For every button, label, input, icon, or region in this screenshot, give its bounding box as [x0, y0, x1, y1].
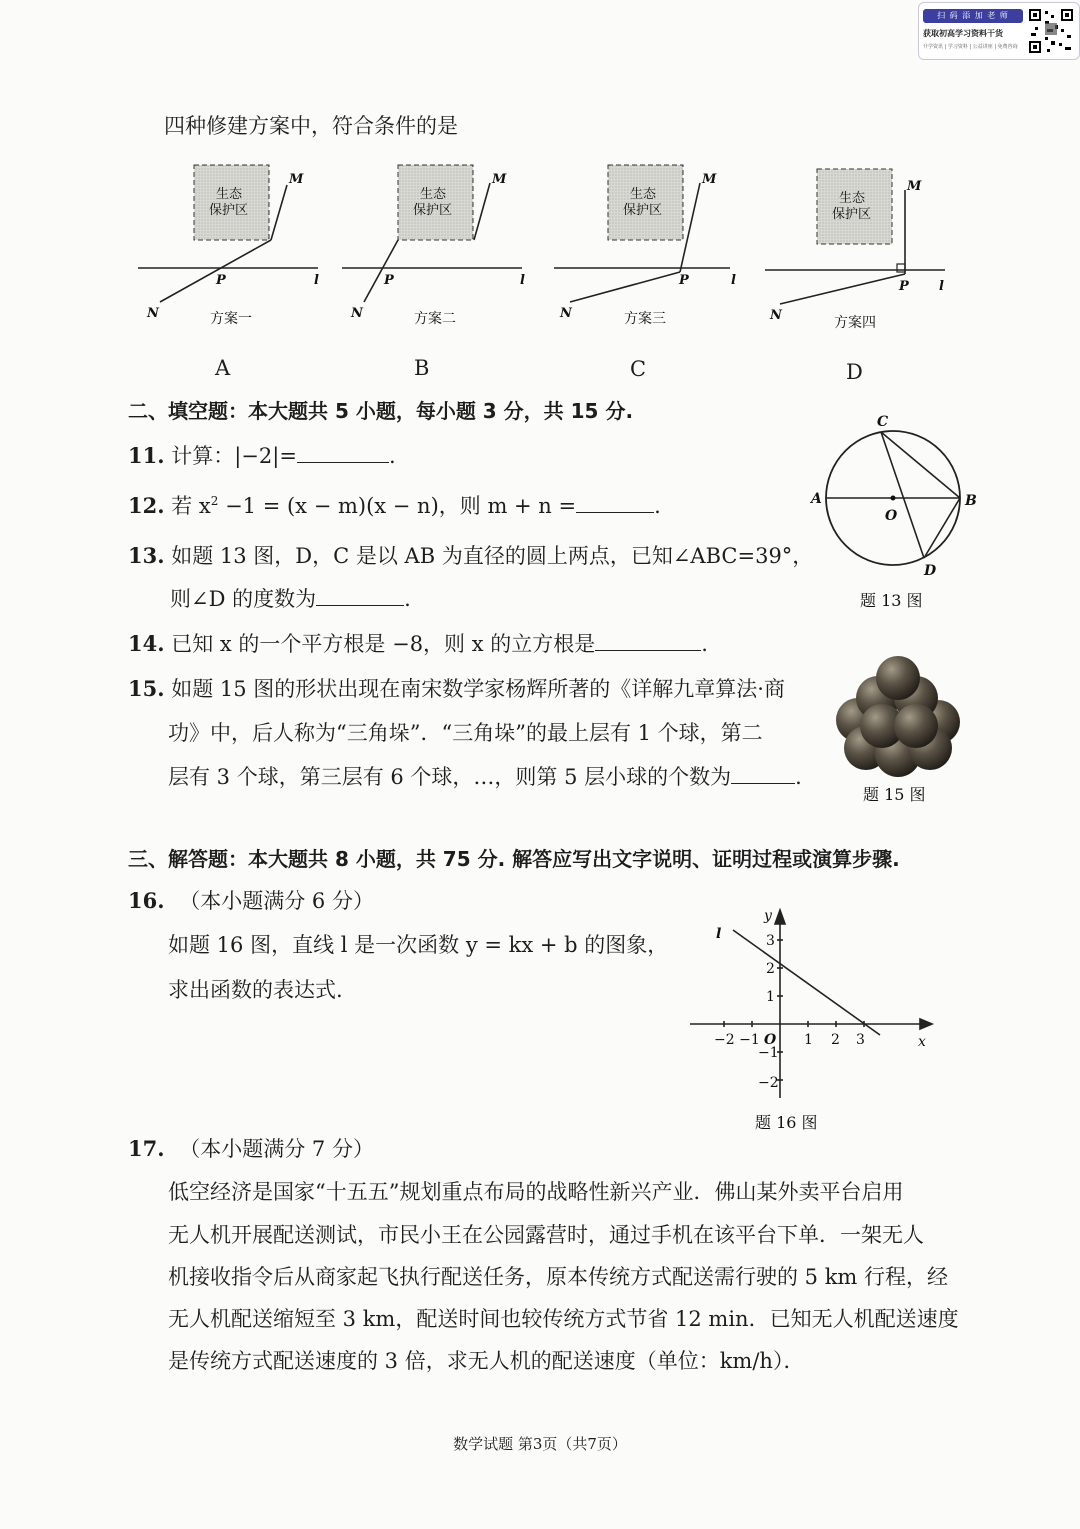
plan-2-l: l [520, 273, 525, 288]
period: . [795, 765, 802, 789]
figure-16 [680, 900, 960, 1140]
ytick-neg-2: −2 [758, 1075, 779, 1091]
question-16-line-2: 求出函数的表达式. [168, 978, 343, 1002]
ytick-1: 1 [766, 989, 775, 1005]
question-11 [128, 440, 396, 470]
plan-1-P: P [216, 273, 226, 288]
figure-13 [805, 410, 985, 615]
question-15-number: 15. [128, 676, 165, 701]
question-13-text: 如题 13 图，D，C 是以 AB 为直径的圆上两点，已知∠ABC=39°， [171, 544, 814, 568]
axis-y-label: y [764, 908, 772, 924]
plan-2-N: N [351, 306, 363, 321]
answer-blank[interactable] [731, 765, 795, 784]
plan-4-area-label-1: 生态 [839, 191, 866, 206]
figure-16-caption: 题 16 图 [755, 1113, 818, 1132]
question-12 [128, 490, 661, 520]
xtick-1: 1 [804, 1032, 813, 1048]
badge-title: 扫 码 添 加 老 师 [923, 9, 1023, 23]
figure-15-caption: 题 15 图 [863, 785, 926, 804]
question-15-line-1 [128, 673, 785, 703]
plan-1-N: N [147, 306, 159, 321]
question-17-line-4: 无人机配送缩短至 3 km，配送时间也较传统方式节省 12 min．已知无人机配送速度 [168, 1307, 959, 1331]
qr-code-icon[interactable] [1027, 7, 1075, 55]
question-14 [128, 628, 708, 658]
plan-4-N: N [770, 308, 782, 323]
period: . [654, 494, 661, 518]
question-16-score: （本小题满分 6 分） [179, 889, 374, 913]
origin-label: O [764, 1032, 777, 1048]
xticks-negative: −2 −1 [714, 1032, 760, 1048]
section-3-heading: 三、解答题：本大题共 8 小题，共 75 分. 解答应写出文字说明、证明过程或演算步骤. [128, 847, 900, 871]
badge-tags: 升学资讯 | 学习资料 | 公益讲座 | 免费咨询 [923, 44, 1018, 50]
plan-2-caption: 方案二 [414, 311, 456, 327]
line-l-label: l [716, 926, 722, 942]
plan-4-P: P [899, 279, 909, 294]
axis-x-label: x [918, 1034, 926, 1050]
plan-3-l: l [731, 273, 736, 288]
option-b: B [414, 356, 430, 380]
plan-2-M: M [492, 172, 507, 187]
period: . [404, 587, 411, 611]
question-15-line-2: 功》中，后人称为“三角垛”．“三角垛”的最上层有 1 个球，第二 [168, 721, 763, 745]
xtick-3: 3 [856, 1032, 865, 1048]
question-16-line-1: 如题 16 图，直线 l 是一次函数 y = kx + b 的图象， [168, 933, 669, 957]
question-17-number: 17. [128, 1136, 165, 1161]
plan-4-area-label-2: 保护区 [832, 207, 872, 222]
question-12-text: 若 x [171, 494, 211, 518]
figure-13-caption: 题 13 图 [860, 591, 923, 610]
question-11-number: 11. [128, 443, 165, 468]
option-a: A [215, 356, 231, 380]
answer-blank[interactable] [595, 632, 701, 651]
ball-pile-icon [836, 656, 960, 777]
question-17-score: （本小题满分 7 分） [179, 1137, 374, 1161]
question-16-header [128, 885, 374, 915]
intro-text: 四种修建方案中，符合条件的是 [164, 114, 458, 138]
answer-blank[interactable] [297, 444, 389, 463]
ytick-neg-1: −1 [758, 1045, 779, 1061]
question-12-number: 12. [128, 493, 165, 518]
plan-1-M: M [289, 172, 304, 187]
plan-3-N: N [560, 306, 572, 321]
question-14-number: 14. [128, 631, 165, 656]
ytick-2: 2 [766, 961, 775, 977]
plan-3-figure [554, 165, 736, 327]
plan-4-figure [765, 169, 945, 331]
point-C: C [877, 414, 889, 430]
plan-1-l: l [314, 273, 319, 288]
question-15-line-3 [168, 761, 802, 791]
figure-15 [828, 650, 968, 810]
point-A: A [811, 491, 822, 507]
promo-badge[interactable] [918, 2, 1080, 60]
question-15-text-3: 层有 3 个球，第三层有 6 个球，…，则第 5 层小球的个数为 [168, 765, 732, 789]
xtick-2: 2 [831, 1032, 840, 1048]
plan-1-area-label-2: 保护区 [209, 203, 249, 218]
question-15-text: 如题 15 图的形状出现在南宋数学家杨辉所著的《详解九章算法·商 [171, 677, 785, 701]
question-13-line-2 [170, 583, 411, 613]
page-footer: 数学试题 第3页（共7页） [453, 1435, 627, 1453]
question-13-number: 13. [128, 543, 165, 568]
badge-subtitle: 获取初高学习资料干货 [923, 29, 1003, 38]
question-12-text-2: −1 = (x − m)(x − n)，则 m + n = [218, 494, 577, 518]
plan-4-l: l [939, 279, 944, 294]
question-17-header [128, 1133, 374, 1163]
plan-4-M: M [907, 179, 922, 194]
plan-1-caption: 方案一 [210, 311, 252, 327]
plan-4-caption: 方案四 [834, 315, 876, 331]
question-13-text-2: 则∠D 的度数为 [170, 587, 317, 611]
period: . [701, 632, 708, 656]
plan-3-area-label-1: 生态 [630, 187, 657, 202]
plan-2-area-label-2: 保护区 [413, 203, 453, 218]
exponent: 2 [210, 494, 219, 508]
answer-blank[interactable] [576, 494, 654, 513]
point-B: B [965, 493, 977, 509]
plan-3-M: M [702, 172, 717, 187]
question-11-text: 计算：|−2|= [171, 444, 297, 468]
ytick-3: 3 [766, 933, 775, 949]
section-2-heading: 二、填空题：本大题共 5 小题，每小题 3 分，共 15 分. [128, 399, 634, 423]
plan-3-P: P [679, 273, 689, 288]
question-17-line-2: 无人机开展配送测试，市民小王在公园露营时，通过手机在该平台下单．一架无人 [168, 1223, 924, 1247]
plan-2-figure [342, 165, 525, 327]
point-D: D [924, 563, 937, 579]
question-17-line-5: 是传统方式配送速度的 3 倍，求无人机的配送速度（单位：km/h）． [168, 1349, 805, 1373]
option-d: D [846, 360, 863, 384]
plan-2-P: P [384, 273, 394, 288]
question-17-line-3: 机接收指令后从商家起飞执行配送任务，原本传统方式配送需行驶的 5 km 行程，经 [168, 1265, 949, 1289]
question-16-number: 16. [128, 888, 165, 913]
plan-figures [0, 150, 1080, 390]
plan-3-caption: 方案三 [624, 311, 666, 327]
plan-1-figure [138, 165, 319, 327]
plan-3-area-label-2: 保护区 [623, 203, 663, 218]
plan-1-area-label-1: 生态 [216, 187, 243, 202]
question-14-text: 已知 x 的一个平方根是 −8，则 x 的立方根是 [171, 632, 596, 656]
answer-blank[interactable] [316, 587, 404, 606]
option-c: C [630, 357, 647, 381]
plan-2-area-label-1: 生态 [420, 187, 447, 202]
period: . [388, 444, 396, 468]
question-17-line-1: 低空经济是国家“十五五”规划重点布局的战略性新兴产业．佛山某外卖平台启用 [168, 1180, 904, 1204]
point-O: O [885, 508, 898, 524]
question-13-line-1 [128, 540, 813, 570]
